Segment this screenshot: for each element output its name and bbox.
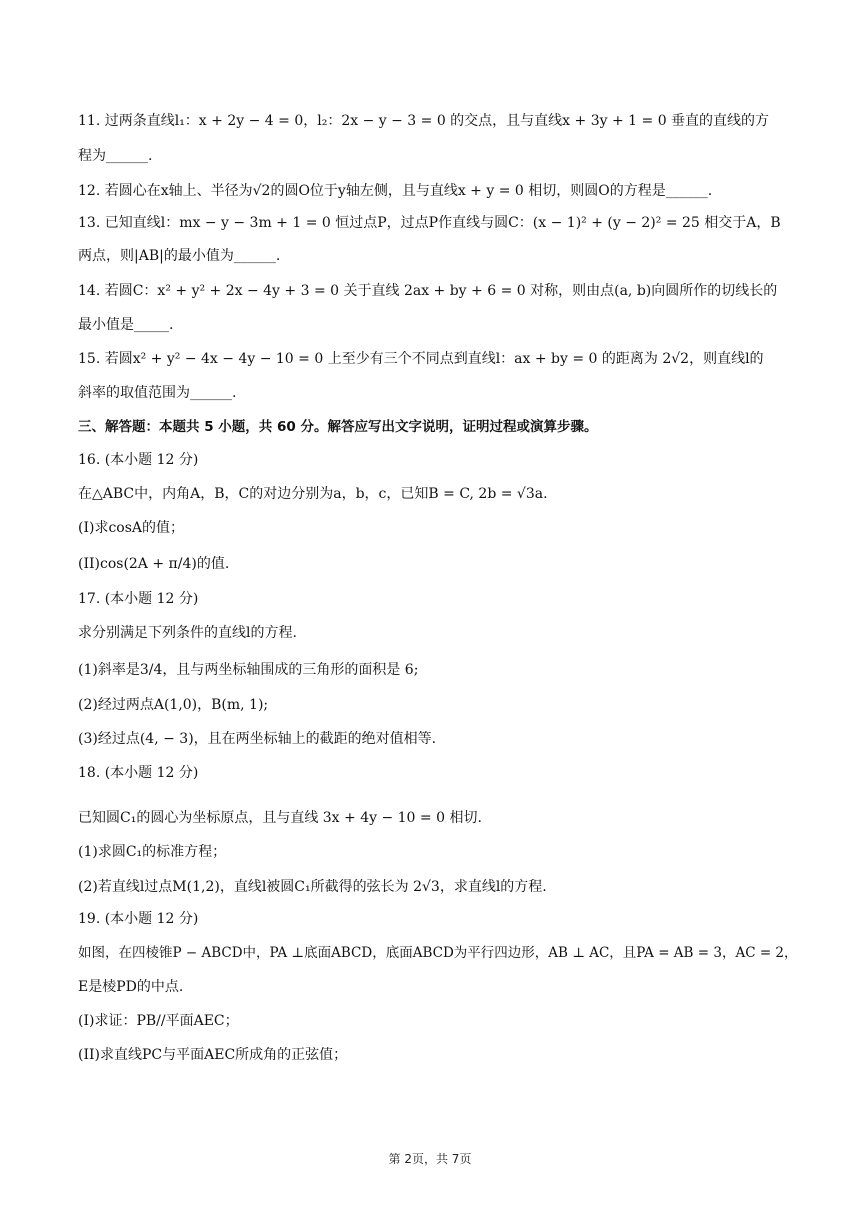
q19-stem-1: 如图，在四棱锥P − ABCD中，PA ⊥底面ABCD，底面ABCD为平行四边形，AB ⊥ AC，且PA = AB = 3，AC = 2，: [78, 945, 798, 961]
q17-part-2: (2)经过两点A(1,0)，B(m, 1);: [78, 697, 269, 713]
q16-part-1: (I)求cosA的值；: [78, 520, 185, 536]
q18-header: 18. (本小题 12 分): [78, 765, 199, 781]
q19-part-2: (II)求直线PC与平面AEC所成角的正弦值；: [78, 1047, 348, 1063]
q14-line-1: 14. 若圆C：x² + y² + 2x − 4y + 3 = 0 关于直线 2ax + by + 6 = 0 对称，则由点(a, b)向圆所作的切线长的: [78, 283, 778, 299]
q16-stem: 在△ABC中，内角A，B，C的对边分别为a，b，c，已知B = C, 2b = √3a.: [78, 486, 548, 502]
q16-header: 16. (本小题 12 分): [78, 452, 199, 468]
q13-line-1: 13. 已知直线l：mx − y − 3m + 1 = 0 恒过点P，过点P作直线与圆C：(x − 1)² + (y − 2)² = 25 相交于A，B: [78, 215, 781, 231]
q17-stem: 求分别满足下列条件的直线l的方程.: [78, 625, 297, 641]
q19-stem-2: E是棱PD的中点.: [78, 979, 184, 995]
q13-line-2: 两点，则|AB|的最小值为______.: [78, 248, 281, 264]
q19-header: 19. (本小题 12 分): [78, 911, 199, 927]
q14-line-2: 最小值是_____.: [78, 317, 174, 333]
q18-part-1: (1)求圆C₁的标准方程；: [78, 844, 227, 860]
section-heading: 三、解答题：本题共 5 小题，共 60 分。解答应写出文字说明，证明过程或演算步骤。: [78, 419, 598, 435]
page-footer: 第 2页，共 7页: [388, 1152, 472, 1166]
q11-line-2: 程为______.: [78, 148, 153, 164]
q19-part-1: (I)求证：PB//平面AEC；: [78, 1013, 239, 1029]
q17-part-3: (3)经过点(4, − 3)，且在两坐标轴上的截距的绝对值相等.: [78, 731, 437, 747]
q17-header: 17. (本小题 12 分): [78, 591, 199, 607]
q17-part-1: (1)斜率是3/4，且与两坐标轴围成的三角形的面积是 6;: [78, 662, 419, 678]
q18-part-2: (2)若直线l过点M(1,2)，直线l被圆C₁所截得的弦长为 2√3，求直线l的方程.: [78, 879, 547, 895]
q18-stem: 已知圆C₁的圆心为坐标原点，且与直线 3x + 4y − 10 = 0 相切.: [78, 810, 482, 826]
q15-line-1: 15. 若圆x² + y² − 4x − 4y − 10 = 0 上至少有三个不同点到直线l：ax + by = 0 的距离为 2√2，则直线l的: [78, 351, 764, 367]
q16-part-2: (II)cos(2A + π/4)的值.: [78, 556, 230, 572]
q11-line-1: 11. 过两条直线l₁：x + 2y − 4 = 0，l₂：2x − y − 3 = 0 的交点，且与直线x + 3y + 1 = 0 垂直的直线的方: [78, 113, 770, 129]
q15-line-2: 斜率的取值范围为______.: [78, 385, 237, 401]
q12-line: 12. 若圆心在x轴上、半径为√2的圆O位于y轴左侧，且与直线x + y = 0 相切，则圆O的方程是______.: [78, 183, 713, 199]
